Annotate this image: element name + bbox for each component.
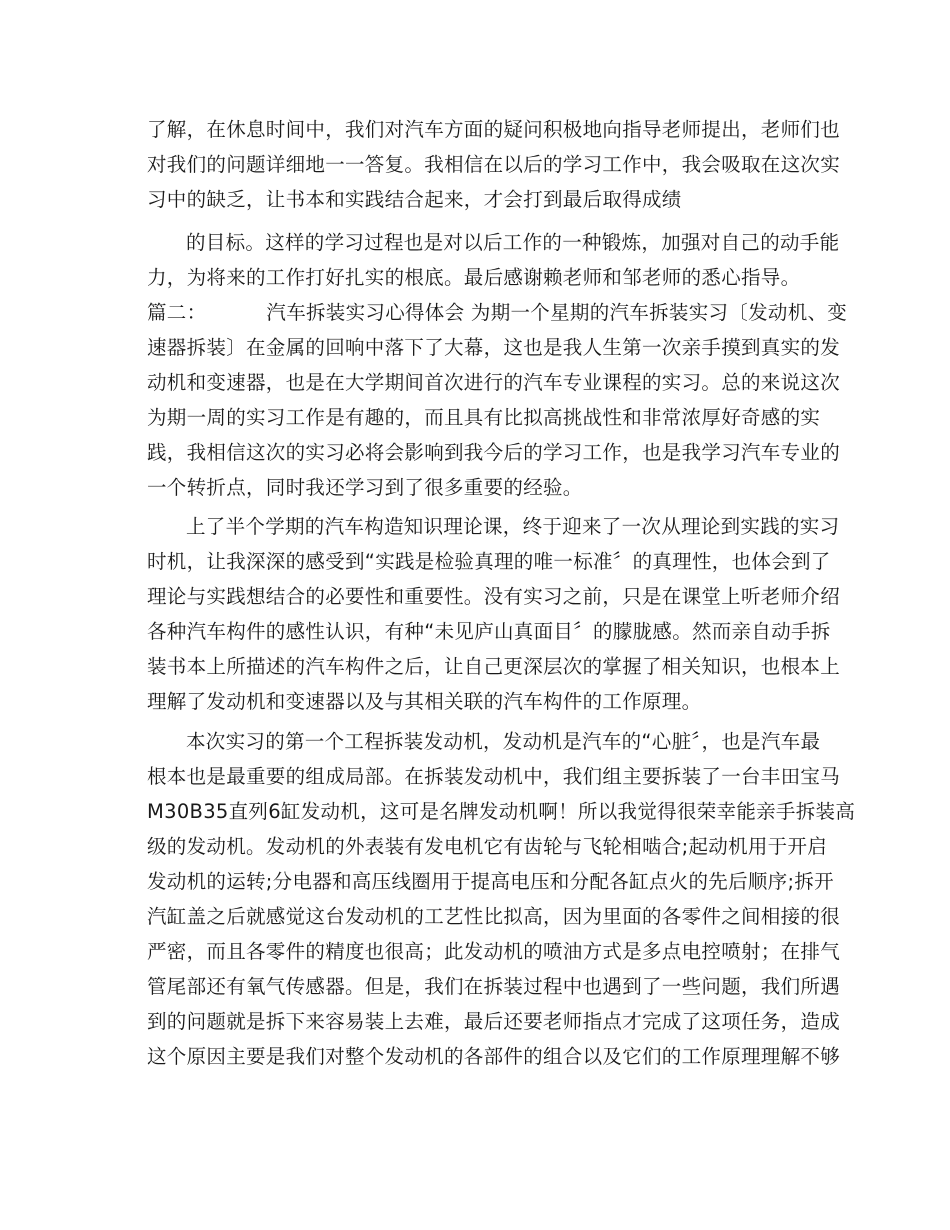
text-line: 这个原因主要是我们对整个发动机的各部件的组合以及它们的工作原理理解不够 (147, 1045, 841, 1068)
text-line: M30B35直列6缸发动机，这可是名牌发动机啊！所以我觉得很荣幸能亲手拆装高 (147, 800, 856, 823)
text-line: 为期一周的实习工作是有趣的，而且具有比拟高挑战性和非常浓厚好奇感的实 (147, 406, 821, 429)
text-line: 根本也是最重要的组成局部。在拆装发动机中，我们组主要拆装了一台丰田宝马 (147, 765, 841, 788)
text-line: 速器拆装〕在金属的回响中落下了大幕，这也是我人生第一次亲手摸到真实的发 (147, 336, 841, 359)
text-line: 时机，让我深深的感受到“实践是检验真理的唯一标准〞的真理性，也体会到了 (147, 550, 831, 573)
text-line: 理解了发动机和变速器以及与其相关联的汽车构件的工作原理。 (147, 690, 702, 713)
section-heading-line (147, 298, 847, 328)
text-line: 对我们的问题详细地一一答复。我相信在以后的学习工作中，我会吸取在这次实 (147, 153, 841, 176)
text-line: 上了半个学期的汽车构造知识理论课，终于迎来了一次从理论到实践的实习 (186, 515, 840, 538)
text-line: 本次实习的第一个工程拆装发动机，发动机是汽车的“心脏〞，也是汽车最 (186, 730, 821, 753)
text-line: 践，我相信这次的实习必将会影响到我今后的学习工作，也是我学习汽车专业的 (147, 441, 841, 464)
text-line: 一个转折点，同时我还学习到了很多重要的经验。 (147, 476, 583, 499)
text-line: 各种汽车构件的感性认识，有种“未见庐山真面目〞的朦胧感。然而亲自动手拆 (147, 620, 831, 643)
text-line: 习中的缺乏，让书本和实践结合起来，才会打到最后取得成绩 (147, 188, 682, 211)
text-line: 的目标。这样的学习过程也是对以后工作的一种锻炼，加强对自己的动手能 (186, 231, 840, 254)
section-first-text: 汽车拆装实习心得体会 为期一个星期的汽车拆装实习〔发动机、变 (266, 301, 848, 324)
section-label: 篇二： (147, 301, 207, 324)
text-line: 了解，在休息时间中，我们对汽车方面的疑问积极地向指导老师提出，老师们也 (147, 118, 841, 141)
text-line: 动机和变速器，也是在大学期间首次进行的汽车专业课程的实习。总的来说这次 (147, 371, 841, 394)
text-line: 发动机的运转;分电器和高压线圈用于提高电压和分配各缸点火的先后顺序;拆开 (147, 870, 834, 893)
text-line: 到的问题就是拆下来容易装上去难，最后还要老师指点才完成了这项任务，造成 (147, 1010, 841, 1033)
text-line: 严密，而且各零件的精度也很高；此发动机的喷油方式是多点电控喷射；在排气 (147, 940, 841, 963)
text-line: 理论与实践想结合的必要性和重要性。没有实习之前，只是在课堂上听老师介绍 (147, 585, 841, 608)
text-line: 力，为将来的工作打好扎实的根底。最后感谢赖老师和邹老师的悉心指导。 (147, 266, 801, 289)
text-line: 级的发动机。发动机的外表装有发电机它有齿轮与飞轮相啮合;起动机用于开启 (147, 835, 828, 858)
text-line: 管尾部还有氧气传感器。但是，我们在拆装过程中也遇到了一些问题，我们所遇 (147, 975, 841, 998)
text-line: 汽缸盖之后就感觉这台发动机的工艺性比拟高，因为里面的各零件之间相接的很 (147, 905, 841, 928)
text-line: 装书本上所描述的汽车构件之后，让自己更深层次的掌握了相关知识，也根本上 (147, 655, 841, 678)
